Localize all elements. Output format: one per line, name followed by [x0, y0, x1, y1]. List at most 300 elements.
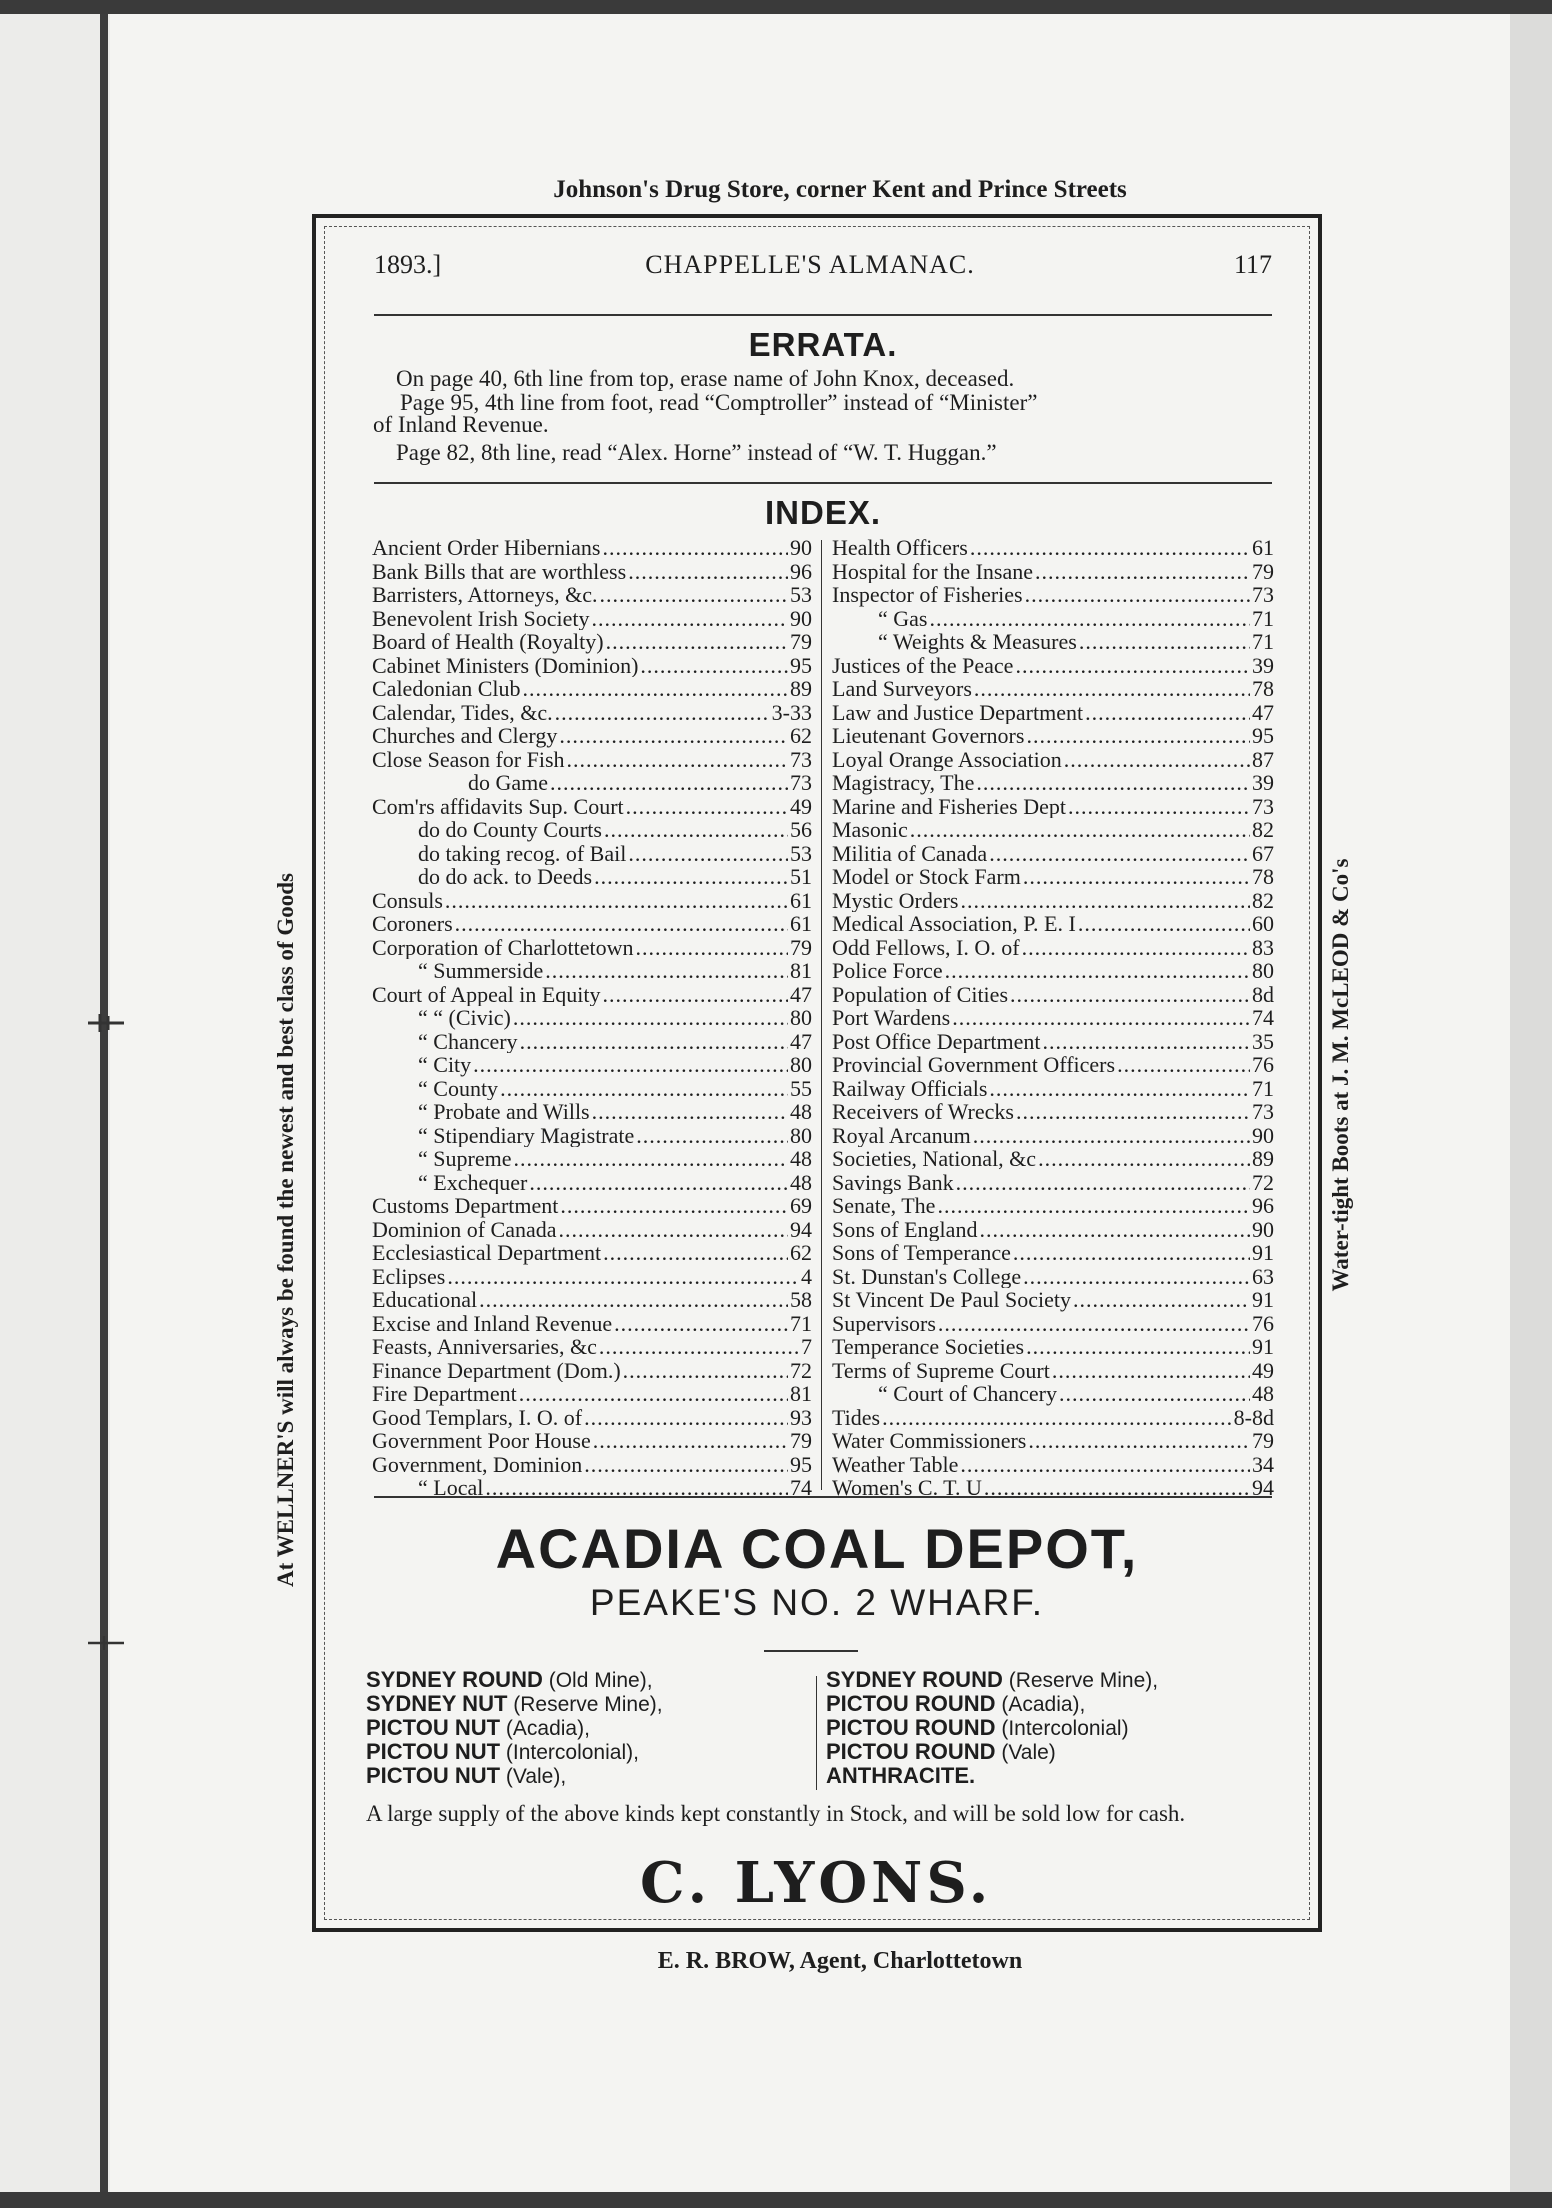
binding-mark-icon	[86, 1628, 126, 1658]
index-entry-title: Loyal Orange Association	[832, 747, 1062, 771]
index-entry-page: 79	[790, 935, 812, 959]
dot-leader	[604, 818, 788, 842]
index-entry-title: Militia of Canada	[832, 841, 988, 865]
index-entry	[832, 1359, 1274, 1383]
dot-leader	[1023, 1265, 1250, 1289]
dot-leader	[1038, 1147, 1250, 1171]
index-entry-title: Tides	[832, 1405, 881, 1429]
coal-item	[826, 1692, 1158, 1716]
dot-leader	[1013, 1241, 1250, 1265]
index-entry-title: Benevolent Irish Society	[372, 606, 590, 630]
index-entry-page: 71	[1252, 1076, 1274, 1100]
coal-qualifier: (Intercolonial),	[505, 1741, 639, 1764]
index-entry-page: 61	[790, 888, 812, 912]
index-entry-page: 62	[790, 724, 812, 748]
dot-leader	[447, 1265, 799, 1289]
dot-leader	[550, 771, 788, 795]
index-entry-page: 89	[1252, 1147, 1274, 1171]
coal-item	[826, 1716, 1158, 1740]
coal-item	[366, 1692, 663, 1716]
index-entry-title: Mystic Orders	[832, 888, 959, 912]
index-entry-page: 82	[1252, 888, 1274, 912]
dot-leader	[614, 1312, 788, 1336]
dot-leader	[1022, 936, 1250, 960]
coal-list-right	[826, 1668, 1158, 1788]
index-entry-title: Terms of Supreme Court	[832, 1358, 1050, 1382]
coal-qualifier: (Reserve Mine),	[1008, 1669, 1159, 1692]
index-entry-page: 39	[1252, 771, 1274, 795]
coal-name: PICTOU ROUND	[826, 1739, 996, 1764]
index-entry-page: 71	[790, 1311, 812, 1335]
index-entry-title: “ Court of Chancery	[878, 1382, 1057, 1406]
index-entry-title: Ancient Order Hibernians	[372, 536, 601, 560]
index-entry-page: 76	[1252, 1311, 1274, 1335]
index-entry-title: Fire Department	[372, 1382, 517, 1406]
coal-item	[826, 1740, 1158, 1764]
index-entry	[832, 959, 1274, 983]
index-entry-title: Caledonian Club	[372, 677, 521, 701]
dot-leader	[479, 1288, 788, 1312]
index-entry	[832, 583, 1274, 607]
index-entry-page: 80	[790, 1053, 812, 1077]
index-entry	[832, 1053, 1274, 1077]
index-entry	[832, 1194, 1274, 1218]
index-entry-page: 56	[790, 818, 812, 842]
index-entry	[372, 701, 812, 725]
dot-leader	[626, 795, 788, 819]
index-entry-title: do do County Courts	[418, 818, 602, 842]
index-entry	[832, 677, 1274, 701]
index-entry-title: Law and Justice Department	[832, 700, 1084, 724]
dot-leader	[636, 1124, 788, 1148]
ad-note: A large supply of the above kinds kept constantly in Stock, and will be sold low for cash.	[366, 1801, 1186, 1826]
index-entry	[372, 677, 812, 701]
dot-leader	[529, 1171, 788, 1195]
index-entry	[372, 865, 812, 889]
index-entry-page: 90	[790, 606, 812, 630]
index-entry-page: 95	[790, 653, 812, 677]
index-entry-title: “ County	[418, 1076, 499, 1100]
index-entry	[372, 1006, 812, 1030]
index-entry-title: Police Force	[832, 959, 943, 983]
index-entry-page: 47	[790, 982, 812, 1006]
dot-leader	[1015, 654, 1250, 678]
dot-leader	[1035, 560, 1250, 584]
index-entry-page: 8d	[1252, 982, 1274, 1006]
index-entry-page: 53	[790, 583, 812, 607]
dot-leader	[473, 1053, 788, 1077]
margin-ad-top: Johnson's Drug Store, corner Kent and Prince Streets	[553, 176, 1127, 203]
index-entry-page: 73	[1252, 1100, 1274, 1124]
index-entry-title: Board of Health (Royalty)	[372, 630, 604, 654]
index-entry-page: 48	[790, 1147, 812, 1171]
index-entry-title: Barristers, Attorneys, &c.	[372, 583, 598, 607]
index-entry-title: Inspector of Fisheries	[832, 583, 1023, 607]
index-entry	[372, 1406, 812, 1430]
coal-item	[826, 1764, 1158, 1788]
dot-leader	[628, 560, 788, 584]
index-entry-page: 34	[1252, 1452, 1274, 1476]
index-entry-page: 90	[1252, 1217, 1274, 1241]
index-entry-page: 74	[790, 1476, 812, 1500]
index-entry-page: 90	[790, 536, 812, 560]
dot-leader	[1059, 1382, 1250, 1406]
dot-leader	[1028, 1429, 1250, 1453]
coal-name: ANTHRACITE.	[826, 1763, 976, 1788]
index-entry	[832, 936, 1274, 960]
coal-item	[366, 1668, 663, 1692]
dot-leader	[956, 1171, 1250, 1195]
index-entry	[832, 889, 1274, 913]
coal-list-left	[366, 1668, 663, 1788]
index-entry-page: 71	[1252, 630, 1274, 654]
index-entry-title: Feasts, Anniversaries, &c	[372, 1335, 597, 1359]
index-entry-page: 80	[790, 1006, 812, 1030]
index-entry-title: Educational	[372, 1288, 478, 1312]
index-entry	[372, 1453, 812, 1477]
dot-leader	[1026, 1335, 1250, 1359]
index-entry-page: 78	[1252, 865, 1274, 889]
index-entry-title: Bank Bills that are worthless	[372, 559, 627, 583]
coal-item	[366, 1716, 663, 1740]
index-entry-page: 96	[1252, 1194, 1274, 1218]
dot-leader	[937, 1194, 1250, 1218]
dot-leader	[1016, 1100, 1250, 1124]
dot-leader	[1023, 865, 1250, 889]
index-column-left	[372, 536, 812, 1500]
index-entry-title: Corporation of Charlottetown	[372, 935, 634, 959]
dot-leader	[593, 1429, 788, 1453]
index-entry	[372, 607, 812, 631]
index-entry	[832, 1429, 1274, 1453]
index-entry-title: Provincial Government Officers	[832, 1053, 1116, 1077]
header-rule	[374, 314, 1272, 316]
index-entry-title: Finance Department (Dom.)	[372, 1358, 621, 1382]
index-entry	[372, 1359, 812, 1383]
index-entry-page: 93	[790, 1405, 812, 1429]
index-entry	[832, 1288, 1274, 1312]
index-entry-title: Court of Appeal in Equity	[372, 982, 601, 1006]
index-entry-page: 79	[790, 630, 812, 654]
index-entry	[832, 1312, 1274, 1336]
index-entry	[832, 1218, 1274, 1242]
index-entry-page: 47	[1252, 700, 1274, 724]
index-entry	[372, 1147, 812, 1171]
index-entry	[372, 912, 812, 936]
index-entry	[372, 536, 812, 560]
index-entry-page: 73	[790, 771, 812, 795]
index-entry-title: Churches and Clergy	[372, 724, 558, 748]
index-entry-title: do Game	[468, 771, 549, 795]
index-entry-page: 7	[801, 1335, 812, 1359]
index-entry	[372, 771, 812, 795]
index-entry	[832, 1077, 1274, 1101]
index-entry-title: Water Commissioners	[832, 1429, 1027, 1453]
index-entry-title: Odd Fellows, I. O. of	[832, 935, 1020, 959]
dot-leader	[567, 748, 789, 772]
index-entry	[372, 1124, 812, 1148]
index-entry	[832, 701, 1274, 725]
dot-leader	[1078, 912, 1250, 936]
dot-leader	[929, 607, 1250, 631]
index-entry-title: Customs Department	[372, 1194, 559, 1218]
index-entry-page: 73	[1252, 794, 1274, 818]
coal-name: PICTOU ROUND	[826, 1691, 996, 1716]
ad-rule	[764, 1650, 858, 1652]
dot-leader	[960, 1453, 1250, 1477]
margin-ad-bottom: E. R. BROW, Agent, Charlottetown	[657, 1948, 1023, 1974]
errata-heading: ERRATA.	[748, 326, 898, 363]
dot-leader	[1010, 983, 1250, 1007]
dot-leader	[594, 865, 788, 889]
index-entry	[372, 1171, 812, 1195]
dot-leader	[1117, 1053, 1250, 1077]
index-entry-title: Close Season for Fish	[372, 747, 565, 771]
dot-leader	[960, 889, 1250, 913]
dot-leader	[555, 701, 770, 725]
coal-name: SYDNEY ROUND	[366, 1667, 543, 1692]
index-entry-page: 67	[1252, 841, 1274, 865]
ad-subtitle: PEAKE'S NO. 2 WHARF.	[589, 1582, 1045, 1623]
index-entry	[372, 959, 812, 983]
index-entry-page: 94	[1252, 1476, 1274, 1500]
index-entry-page: 39	[1252, 653, 1274, 677]
dot-leader	[445, 889, 788, 913]
index-entry-title: “ Summerside	[418, 959, 544, 983]
index-entry-title: “ Weights & Measures	[878, 630, 1077, 654]
scan-edge-top	[0, 0, 1552, 14]
index-entry-page: 62	[790, 1241, 812, 1265]
index-entry	[372, 818, 812, 842]
index-entry	[832, 1100, 1274, 1124]
index-entry-title: Ecclesiastical Department	[372, 1241, 602, 1265]
index-entry	[832, 842, 1274, 866]
index-entry	[832, 1006, 1274, 1030]
coal-qualifier: (Acadia),	[1001, 1693, 1086, 1716]
index-entry	[832, 983, 1274, 1007]
index-entry-page: 72	[1252, 1170, 1274, 1194]
dot-leader	[584, 1453, 788, 1477]
margin-ad-right: Water-tight Boots at J. M. McLEOD & Co's	[1328, 858, 1353, 1292]
index-column-divider	[821, 540, 822, 1490]
index-entry	[372, 983, 812, 1007]
index-entry	[832, 1406, 1274, 1430]
errata-line: Page 95, 4th line from foot, read “Comptroller” instead of “Minister”	[400, 390, 1038, 415]
index-entry-title: “ Stipendiary Magistrate	[418, 1123, 635, 1147]
dot-leader	[1026, 724, 1250, 748]
dot-leader	[1064, 748, 1250, 772]
coal-qualifier: (Vale)	[1001, 1741, 1056, 1764]
index-entry	[372, 1312, 812, 1336]
index-entry	[832, 771, 1274, 795]
index-entry-page: 91	[1252, 1335, 1274, 1359]
index-entry	[372, 1241, 812, 1265]
index-heading: INDEX.	[764, 494, 882, 531]
dot-leader	[520, 1030, 788, 1054]
index-entry-title: Population of Cities	[832, 982, 1008, 1006]
index-entry	[372, 795, 812, 819]
dot-leader	[560, 1194, 788, 1218]
index-entry-page: 73	[1252, 583, 1274, 607]
index-entry	[832, 865, 1274, 889]
index-entry-page: 58	[790, 1288, 812, 1312]
dot-leader	[1073, 1288, 1250, 1312]
dot-leader	[545, 959, 788, 983]
index-entry-page: 90	[1252, 1123, 1274, 1147]
index-entry	[372, 889, 812, 913]
index-entry-title: Dominion of Canada	[372, 1217, 557, 1241]
index-entry-page: 72	[790, 1358, 812, 1382]
index-entry	[372, 1077, 812, 1101]
index-entry-title: Consuls	[372, 888, 443, 912]
index-entry-page: 89	[790, 677, 812, 701]
index-entry	[832, 1147, 1274, 1171]
index-entry-title: “ Local	[418, 1476, 484, 1500]
index-entry	[372, 1265, 812, 1289]
index-entry-title: Port Wardens	[832, 1006, 951, 1030]
index-entry-page: 61	[1252, 536, 1274, 560]
index-entry-title: “ Supreme	[418, 1147, 512, 1171]
ad-signature: C. LYONS.	[640, 1850, 993, 1916]
index-entry	[832, 1453, 1274, 1477]
index-entry-title: Societies, National, &c	[832, 1147, 1037, 1171]
index-entry-title: Lieutenant Governors	[832, 724, 1025, 748]
errata-line: On page 40, 6th line from top, erase name of John Knox, deceased.	[396, 366, 1015, 391]
index-entry-title: Justices of the Peace	[832, 653, 1014, 677]
index-entry-title: Sons of Temperance	[832, 1241, 1011, 1265]
index-entry-title: Health Officers	[832, 536, 968, 560]
index-entry-title: Temperance Societies	[832, 1335, 1025, 1359]
index-entry-page: 78	[1252, 677, 1274, 701]
index-entry-title: Good Templars, I. O. of	[372, 1405, 583, 1429]
dot-leader	[513, 1006, 788, 1030]
dot-leader	[989, 842, 1250, 866]
index-entry-title: Land Surveyors	[832, 677, 972, 701]
index-entry-title: “ Probate and Wills	[418, 1100, 590, 1124]
index-entry-title: Royal Arcanum	[832, 1123, 971, 1147]
index-entry-title: do do ack. to Deeds	[418, 865, 593, 889]
index-entry	[832, 748, 1274, 772]
index-entry-page: 51	[790, 865, 812, 889]
index-entry-title: “ Exchequer	[418, 1170, 528, 1194]
dot-leader	[455, 912, 788, 936]
errata-line: of Inland Revenue.	[373, 412, 549, 437]
index-entry-page: 48	[1252, 1382, 1274, 1406]
coal-name: PICTOU NUT	[366, 1763, 501, 1788]
index-entry	[832, 1241, 1274, 1265]
dot-leader	[628, 842, 788, 866]
coal-name: SYDNEY NUT	[366, 1691, 508, 1716]
index-entry-page: 74	[1252, 1006, 1274, 1030]
index-entry-page: 87	[1252, 747, 1274, 771]
index-entry-title: Marine and Fisheries Dept	[832, 794, 1066, 818]
dot-leader	[974, 677, 1250, 701]
index-entry	[372, 1288, 812, 1312]
index-entry-title: Post Office Department	[832, 1029, 1041, 1053]
coal-list-divider	[816, 1676, 817, 1790]
ad-title: ACADIA COAL DEPOT,	[495, 1517, 1139, 1580]
dot-leader	[952, 1006, 1250, 1030]
index-entry-title: Government Poor House	[372, 1429, 591, 1453]
index-entry-title: St Vincent De Paul Society	[832, 1288, 1072, 1312]
dot-leader	[976, 771, 1250, 795]
index-entry-page: 91	[1252, 1288, 1274, 1312]
dot-leader	[559, 1218, 788, 1242]
index-entry-title: Masonic	[832, 818, 908, 842]
dot-leader	[979, 1218, 1250, 1242]
index-entry-page: 94	[790, 1217, 812, 1241]
index-entry	[372, 1382, 812, 1406]
index-entry	[832, 818, 1274, 842]
coal-item	[366, 1740, 663, 1764]
index-entry-page: 79	[790, 1429, 812, 1453]
dot-leader	[1043, 1030, 1250, 1054]
index-entry-title: Weather Table	[832, 1452, 959, 1476]
dot-leader	[599, 1335, 799, 1359]
dot-leader	[1025, 583, 1250, 607]
coal-qualifier: (Intercolonial)	[1001, 1717, 1129, 1740]
coal-name: SYDNEY ROUND	[826, 1667, 1003, 1692]
page-binding-edge	[100, 14, 108, 2192]
index-entry-page: 81	[790, 1382, 812, 1406]
page-right-edge	[1510, 14, 1552, 2192]
index-entry	[832, 1124, 1274, 1148]
index-entry	[372, 1335, 812, 1359]
coal-item	[826, 1668, 1158, 1692]
page-number: 117	[1233, 250, 1272, 279]
index-entry-page: 3-33	[771, 700, 812, 724]
index-entry-page: 95	[790, 1452, 812, 1476]
dot-leader	[1085, 701, 1250, 725]
dot-leader	[519, 1382, 788, 1406]
index-entry-title: Hospital for the Insane	[832, 559, 1033, 583]
dot-leader	[623, 1359, 788, 1383]
index-entry-page: 49	[1252, 1358, 1274, 1382]
coal-item	[366, 1764, 663, 1788]
coal-qualifier: (Old Mine),	[548, 1669, 653, 1692]
index-entry-title: Supervisors	[832, 1311, 936, 1335]
dot-leader	[970, 536, 1250, 560]
index-entry-page: 55	[790, 1076, 812, 1100]
index-entry-title: St. Dunstan's College	[832, 1264, 1022, 1288]
index-entry	[832, 1265, 1274, 1289]
index-entry-page: 82	[1252, 818, 1274, 842]
scan-edge-bottom	[0, 2192, 1552, 2208]
binding-mark-icon	[86, 1008, 126, 1038]
index-entry	[832, 1171, 1274, 1195]
index-entry	[372, 1053, 812, 1077]
index-entry-title: Senate, The	[832, 1194, 936, 1218]
dot-leader	[640, 654, 788, 678]
dot-leader	[973, 1124, 1250, 1148]
dot-leader	[1079, 630, 1250, 654]
dot-leader	[592, 1100, 788, 1124]
index-entry-page: 79	[1252, 559, 1274, 583]
index-entry-title: Cabinet Ministers (Dominion)	[372, 653, 639, 677]
running-head-year: 1893.]	[374, 250, 442, 279]
index-entry-title: “ Gas	[878, 606, 928, 630]
index-entry-title: Model or Stock Farm	[832, 865, 1021, 889]
index-entry-page: 81	[790, 959, 812, 983]
index-entry	[832, 1030, 1274, 1054]
dot-leader	[500, 1077, 788, 1101]
index-entry-title: Eclipses	[372, 1264, 446, 1288]
dot-leader	[636, 936, 788, 960]
coal-name: PICTOU NUT	[366, 1739, 501, 1764]
index-entry	[372, 1194, 812, 1218]
dot-leader	[603, 983, 788, 1007]
index-entry	[372, 1429, 812, 1453]
